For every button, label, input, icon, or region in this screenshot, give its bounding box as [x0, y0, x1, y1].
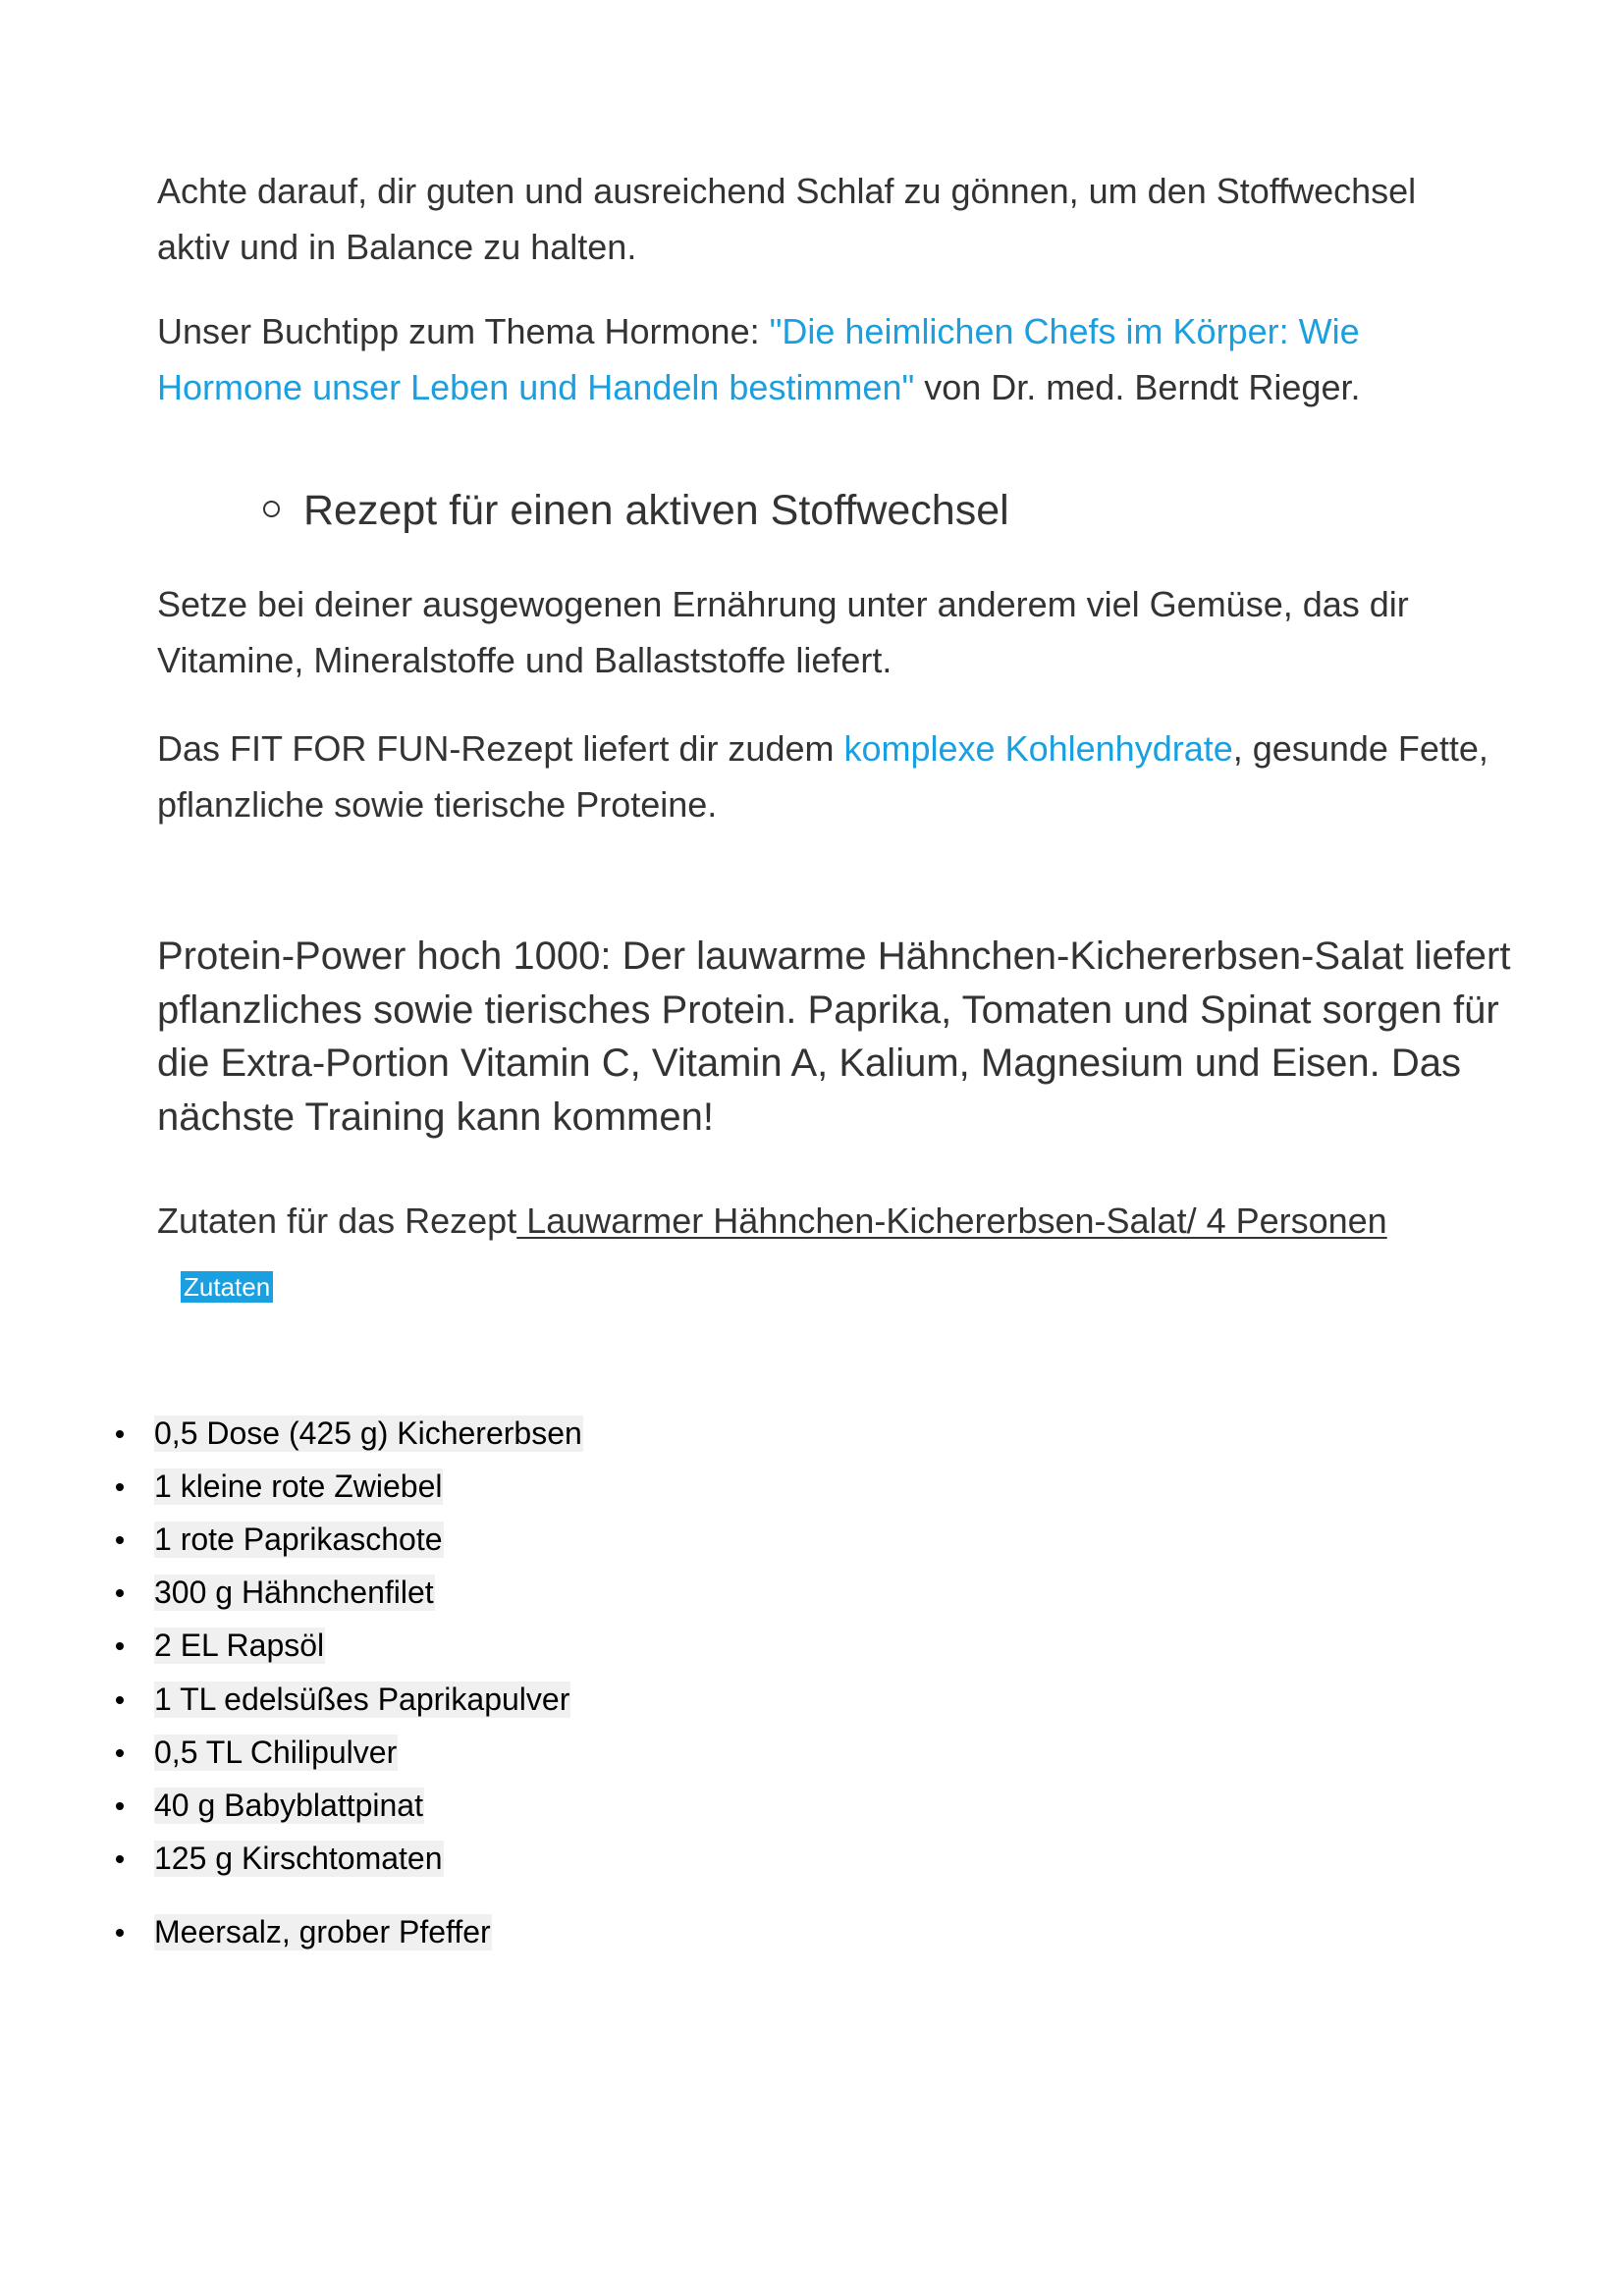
- ingredients-line-prefix: Zutaten für das Rezept: [157, 1201, 517, 1241]
- ingredient-text: Meersalz, grober Pfeffer: [154, 1914, 491, 1949]
- paragraph-booktip: [157, 303, 1492, 415]
- bullet-icon: [116, 1483, 124, 1491]
- ingredient-text: 2 EL Rapsöl: [154, 1628, 325, 1663]
- ingredient-text: 1 TL edelsüßes Paprikapulver: [154, 1682, 570, 1717]
- ingredients-line: [157, 1197, 1492, 1246]
- bullet-icon: [116, 1589, 124, 1597]
- list-item: [116, 1575, 435, 1611]
- list-item: [116, 1415, 583, 1452]
- list-item: [116, 1788, 424, 1824]
- ingredient-text: 0,5 Dose (425 g) Kichererbsen: [154, 1415, 582, 1451]
- list-item: [116, 1468, 443, 1505]
- bullet-icon: [116, 1929, 124, 1937]
- list-item: [116, 1628, 325, 1664]
- ingredient-text: 1 rote Paprikaschote: [154, 1522, 443, 1557]
- paragraph-vegetables: Setze bei deiner ausgewogenen Ernährung unter anderem viel Gemüse, das dir Vitamine, Mineralstoffe und Ballaststoffe liefert.: [157, 584, 1409, 680]
- carbs-link[interactable]: komplexe Kohlenhydrate: [843, 728, 1233, 769]
- recipe-title-link[interactable]: Lauwarmer Hähnchen-Kichererbsen-Salat/ 4 Personen: [516, 1201, 1387, 1241]
- bullet-icon: [116, 1642, 124, 1650]
- list-item: [116, 1522, 444, 1558]
- bullet-icon: [116, 1749, 124, 1757]
- section-heading: [263, 481, 1009, 540]
- section-heading-text: Rezept für einen aktiven Stoffwechsel: [303, 487, 1009, 534]
- ingredient-text: 1 kleine rote Zwiebel: [154, 1468, 443, 1504]
- ingredient-text: 125 g Kirschtomaten: [154, 1841, 443, 1876]
- ingredient-text: 0,5 TL Chilipulver: [154, 1735, 398, 1770]
- ingredients-badge: Zutaten: [181, 1271, 273, 1303]
- list-item: [116, 1735, 398, 1771]
- bullet-icon: [116, 1855, 124, 1863]
- fff-prefix: Das FIT FOR FUN-Rezept liefert dir zudem: [157, 728, 844, 769]
- booktip-link[interactable]: "Die heimlichen Chefs im Körper: Wie Hormone unser Leben und Handeln bestimmen": [157, 311, 1360, 407]
- circle-bullet-icon: [263, 501, 280, 517]
- fff-suffix: , gesunde Fette, pflanzliche sowie tierische Proteine.: [157, 728, 1488, 825]
- booktip-prefix: Unser Buchtipp zum Thema Hormone:: [157, 311, 770, 351]
- ingredient-text: 40 g Babyblattpinat: [154, 1788, 423, 1823]
- recipe-lead: Protein-Power hoch 1000: Der lauwarme Hähnchen-Kichererbsen-Salat liefert pflanzliches sowie tierisches Protein. Paprika, Tomaten und Spinat sorgen für die Extra-Portion Vitamin C, Vitamin A, Kalium, Magnesium und Eisen. Das nächste Training kann kommen!: [157, 934, 1511, 1139]
- bullet-icon: [116, 1802, 124, 1810]
- paragraph-sleep: Achte darauf, dir guten und ausreichend Schlaf zu gönnen, um den Stoffwechsel aktiv und in Balance zu halten.: [157, 171, 1417, 267]
- bullet-icon: [116, 1536, 124, 1544]
- list-item: [116, 1841, 444, 1877]
- paragraph-fitforfun: [157, 721, 1492, 832]
- ingredient-text: 300 g Hähnchenfilet: [154, 1575, 434, 1610]
- bullet-icon: [116, 1696, 124, 1704]
- booktip-suffix: von Dr. med. Berndt Rieger.: [914, 367, 1361, 407]
- list-item: [116, 1682, 570, 1718]
- bullet-icon: [116, 1430, 124, 1438]
- list-item: [116, 1914, 492, 1950]
